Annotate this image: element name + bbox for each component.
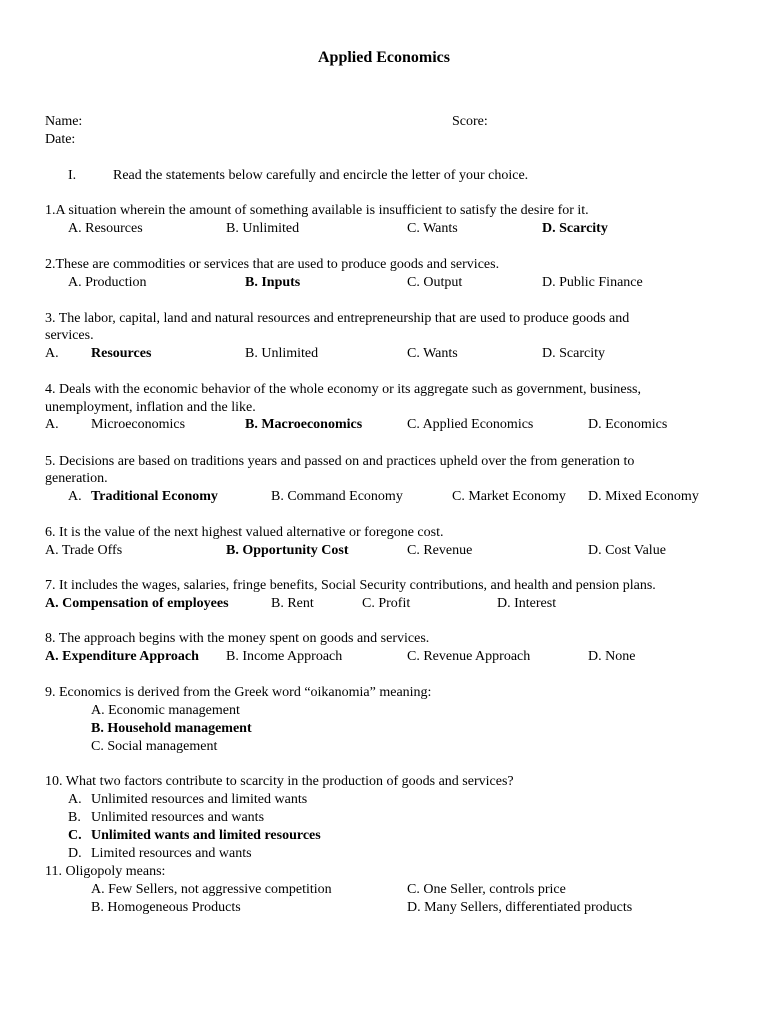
question-3-stem: 3. The labor, capital, land and natural resources and entrepreneurship that are used to produce goods and bbox=[45, 311, 630, 326]
q1-choice-d[interactable]: D. Scarcity bbox=[542, 221, 608, 236]
q2-choice-b[interactable]: B. Inputs bbox=[245, 275, 301, 290]
q1-choice-b[interactable]: B. Unlimited bbox=[226, 221, 300, 236]
q6-choice-c[interactable]: C. Revenue bbox=[407, 543, 473, 558]
q10-choice-a-letter[interactable]: A. bbox=[68, 792, 82, 807]
q9-choice-a[interactable]: A. Economic management bbox=[91, 703, 240, 718]
q10-choice-d-letter[interactable]: D. bbox=[68, 846, 82, 861]
q4-choice-c[interactable]: C. Applied Economics bbox=[407, 417, 534, 432]
q4-choice-b[interactable]: B. Macroeconomics bbox=[245, 417, 363, 432]
q6-choice-d[interactable]: D. Cost Value bbox=[588, 543, 666, 558]
q10-choice-b[interactable]: Unlimited resources and wants bbox=[91, 810, 265, 825]
q3-choice-c[interactable]: C. Wants bbox=[407, 346, 458, 361]
q11-choice-d[interactable]: D. Many Sellers, differentiated products bbox=[407, 900, 633, 915]
q5-choice-a-letter[interactable]: A. bbox=[68, 489, 82, 504]
q3-choice-b[interactable]: B. Unlimited bbox=[245, 346, 319, 361]
question-1-stem: 1.A situation wherein the amount of something available is insufficient to satisfy the desire for it. bbox=[45, 203, 589, 218]
q10-choice-c-letter[interactable]: C. bbox=[68, 828, 82, 843]
page-title: Applied Economics bbox=[317, 49, 450, 66]
q7-choice-a[interactable]: A. Compensation of employees bbox=[45, 596, 229, 611]
q10-choice-a[interactable]: Unlimited resources and limited wants bbox=[91, 792, 308, 807]
question-3-stem-cont: services. bbox=[45, 328, 94, 343]
q10-choice-b-letter[interactable]: B. bbox=[68, 810, 81, 825]
date-label: Date: bbox=[45, 132, 76, 147]
q4-choice-a[interactable]: Microeconomics bbox=[91, 417, 186, 432]
q9-choice-b[interactable]: B. Household management bbox=[91, 721, 252, 736]
q11-choice-b[interactable]: B. Homogeneous Products bbox=[91, 900, 241, 915]
q2-choice-d[interactable]: D. Public Finance bbox=[542, 275, 643, 290]
q5-choice-d[interactable]: D. Mixed Economy bbox=[588, 489, 699, 504]
q6-choice-a[interactable]: A. Trade Offs bbox=[45, 543, 123, 558]
q1-choice-a[interactable]: A. Resources bbox=[68, 221, 143, 236]
q8-choice-b[interactable]: B. Income Approach bbox=[226, 649, 343, 664]
q7-choice-d[interactable]: D. Interest bbox=[497, 596, 557, 611]
q8-choice-d[interactable]: D. None bbox=[588, 649, 636, 664]
q10-choice-c[interactable]: Unlimited wants and limited resources bbox=[91, 828, 321, 843]
q7-choice-c[interactable]: C. Profit bbox=[362, 596, 411, 611]
q5-choice-b[interactable]: B. Command Economy bbox=[271, 489, 403, 504]
q3-choice-a[interactable]: Resources bbox=[91, 346, 152, 361]
q5-choice-a[interactable]: Traditional Economy bbox=[91, 489, 218, 504]
q9-choice-c[interactable]: C. Social management bbox=[91, 739, 218, 754]
q2-choice-c[interactable]: C. Output bbox=[407, 275, 463, 290]
q8-choice-a[interactable]: A. Expenditure Approach bbox=[45, 649, 199, 664]
question-6-stem: 6. It is the value of the next highest valued alternative or foregone cost. bbox=[45, 525, 444, 540]
question-7-stem: 7. It includes the wages, salaries, fringe benefits, Social Security contributions, and health and pension plans. bbox=[45, 578, 656, 593]
q1-choice-c[interactable]: C. Wants bbox=[407, 221, 458, 236]
q7-choice-b[interactable]: B. Rent bbox=[271, 596, 314, 611]
instruction-numeral: I. bbox=[68, 168, 77, 183]
q3-choice-d[interactable]: D. Scarcity bbox=[542, 346, 605, 361]
question-2-stem: 2.These are commodities or services that are used to produce goods and services. bbox=[45, 257, 500, 272]
q10-choice-d[interactable]: Limited resources and wants bbox=[91, 846, 252, 861]
q2-choice-a[interactable]: A. Production bbox=[68, 275, 147, 290]
q4-choice-a-letter[interactable]: A. bbox=[45, 417, 59, 432]
score-label: Score: bbox=[452, 114, 488, 129]
question-11-stem: 11. Oligopoly means: bbox=[45, 864, 166, 879]
instruction-text: Read the statements below carefully and encircle the letter of your choice. bbox=[113, 168, 529, 183]
q11-choice-c[interactable]: C. One Seller, controls price bbox=[407, 882, 566, 897]
question-10-stem: 10. What two factors contribute to scarcity in the production of goods and services? bbox=[45, 774, 514, 789]
question-8-stem: 8. The approach begins with the money spent on goods and services. bbox=[45, 631, 430, 646]
name-label: Name: bbox=[45, 114, 83, 129]
q5-choice-c[interactable]: C. Market Economy bbox=[452, 489, 566, 504]
question-5-stem: 5. Decisions are based on traditions years and passed on and practices upheld over the from generation to bbox=[45, 454, 635, 469]
q6-choice-b[interactable]: B. Opportunity Cost bbox=[226, 543, 349, 558]
question-9-stem: 9. Economics is derived from the Greek word “oikanomia” meaning: bbox=[45, 685, 432, 700]
q3-choice-a-letter[interactable]: A. bbox=[45, 346, 59, 361]
q8-choice-c[interactable]: C. Revenue Approach bbox=[407, 649, 531, 664]
q11-choice-a[interactable]: A. Few Sellers, not aggressive competition bbox=[91, 882, 332, 897]
question-4-stem: 4. Deals with the economic behavior of the whole economy or its aggregate such as government, business, bbox=[45, 382, 642, 397]
question-5-stem-cont: generation. bbox=[45, 471, 108, 486]
q4-choice-d[interactable]: D. Economics bbox=[588, 417, 668, 432]
question-4-stem-cont: unemployment, inflation and the like. bbox=[45, 400, 256, 415]
